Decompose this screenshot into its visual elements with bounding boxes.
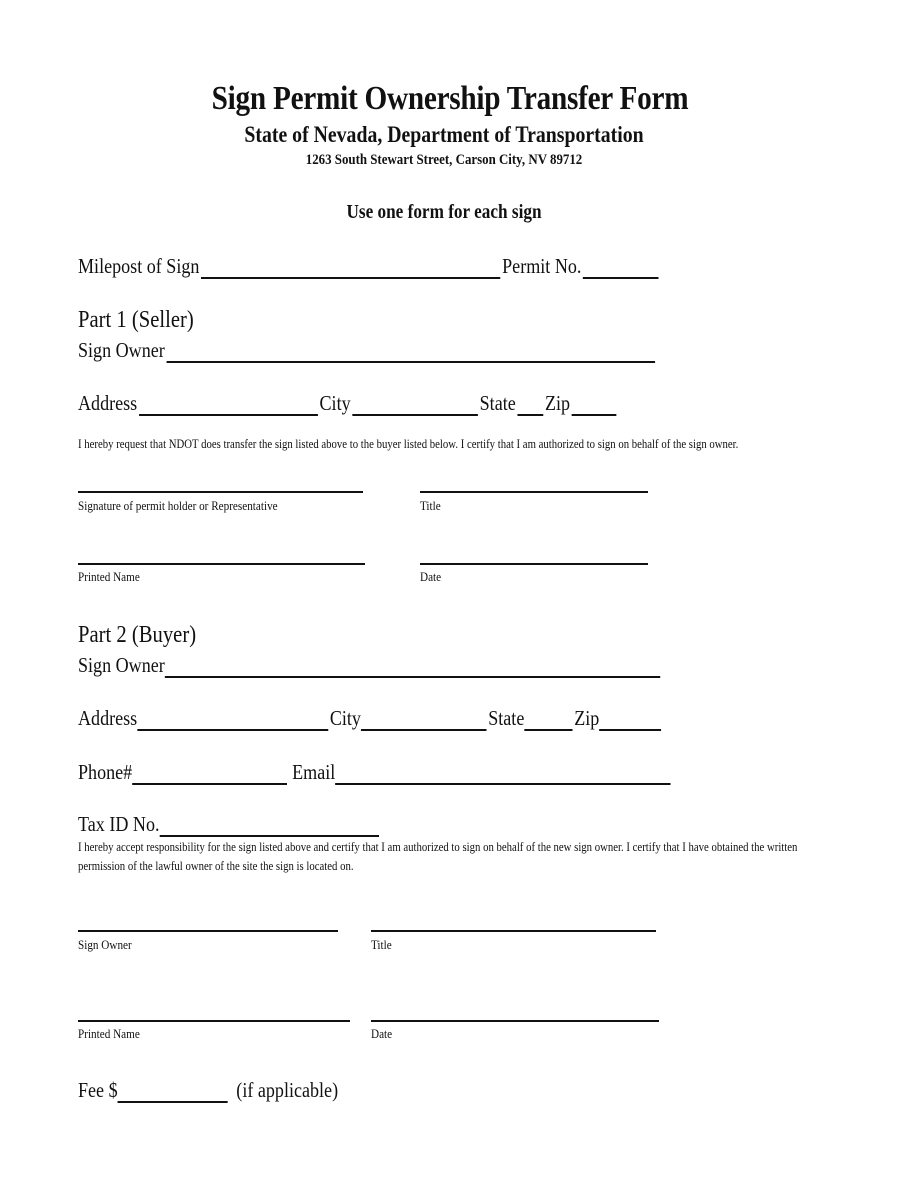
part1-certification: I hereby request that NDOT does transfer the sign listed above to the buyer listed below. I certify that I am authorized to sign on behalf of the sign owner. bbox=[78, 437, 739, 451]
part2-zip-input[interactable] bbox=[599, 711, 661, 731]
permit-label: Permit No. bbox=[502, 254, 582, 278]
part2-title-line[interactable] bbox=[371, 930, 656, 932]
part2-taxid-input[interactable] bbox=[159, 817, 378, 837]
part2-printed-name-line[interactable] bbox=[78, 1020, 350, 1022]
part2-email-label: Email bbox=[292, 760, 336, 784]
part2-printed-name-label: Printed Name bbox=[78, 1026, 140, 1041]
part1-city-label: City bbox=[319, 391, 351, 415]
part1-city-input[interactable] bbox=[352, 396, 478, 416]
part2-sign-owner-sig-label: Sign Owner bbox=[78, 937, 132, 952]
part1-title-label: Title bbox=[420, 498, 441, 513]
part1-state-label: State bbox=[479, 391, 516, 415]
instruction-text: Use one form for each sign bbox=[346, 201, 542, 223]
part2-phone-label: Phone# bbox=[78, 760, 133, 784]
part1-zip-input[interactable] bbox=[572, 396, 617, 416]
part1-printed-name-label: Printed Name bbox=[78, 569, 140, 584]
fee-note: (if applicable) bbox=[236, 1078, 339, 1102]
part1-date-line[interactable] bbox=[420, 563, 648, 565]
part2-date-line[interactable] bbox=[371, 1020, 659, 1022]
part2-sign-owner-label: Sign Owner bbox=[78, 653, 165, 677]
part2-certification-line1: I hereby accept responsibility for the sign listed above and certify that I am authorized to sign on behalf of the new sign owner. I certify that I have obtained the written bbox=[78, 840, 798, 854]
part2-zip-label: Zip bbox=[574, 706, 600, 730]
part2-taxid-label: Tax ID No. bbox=[78, 812, 160, 836]
part2-sign-owner-line[interactable] bbox=[78, 930, 338, 932]
part2-state-label: State bbox=[488, 706, 525, 730]
part1-address-row bbox=[78, 391, 618, 416]
part1-printed-name-line[interactable] bbox=[78, 563, 365, 565]
part2-sign-owner-input[interactable] bbox=[165, 658, 660, 678]
fee-label: Fee $ bbox=[78, 1078, 118, 1102]
form-title: Sign Permit Ownership Transfer Form bbox=[211, 80, 689, 117]
part2-taxid-row bbox=[78, 812, 381, 837]
part2-phone-input[interactable] bbox=[132, 765, 287, 785]
part2-heading: Part 2 (Buyer) bbox=[78, 622, 197, 648]
part2-city-label: City bbox=[329, 706, 361, 730]
milepost-label: Milepost of Sign bbox=[78, 254, 200, 278]
fee-input[interactable] bbox=[118, 1083, 228, 1103]
part2-title-label: Title bbox=[371, 937, 392, 952]
permit-input[interactable] bbox=[583, 259, 659, 279]
fee-row bbox=[78, 1078, 338, 1103]
part2-address-row bbox=[78, 706, 663, 731]
part2-state-input[interactable] bbox=[524, 711, 572, 731]
part2-address-input[interactable] bbox=[137, 711, 328, 731]
part1-signature-label: Signature of permit holder or Representative bbox=[78, 498, 278, 513]
part1-address-label: Address bbox=[78, 391, 138, 415]
part1-owner-row bbox=[78, 338, 657, 363]
part1-title-line[interactable] bbox=[420, 491, 648, 493]
part1-sign-owner-label: Sign Owner bbox=[78, 338, 165, 362]
part2-address-label: Address bbox=[78, 706, 138, 730]
part2-owner-row bbox=[78, 653, 662, 678]
milepost-row bbox=[78, 254, 661, 279]
part1-signature-line[interactable] bbox=[78, 491, 363, 493]
part1-date-label: Date bbox=[420, 569, 442, 584]
part1-zip-label: Zip bbox=[544, 391, 571, 415]
agency-address: 1263 South Stewart Street, Carson City, NV 89712 bbox=[305, 152, 583, 168]
part2-contact-row bbox=[78, 760, 672, 785]
part2-city-input[interactable] bbox=[361, 711, 487, 731]
part2-date-label: Date bbox=[371, 1026, 393, 1041]
part1-address-input[interactable] bbox=[139, 396, 318, 416]
milepost-input[interactable] bbox=[201, 259, 500, 279]
part2-email-input[interactable] bbox=[335, 765, 670, 785]
part1-state-input[interactable] bbox=[517, 396, 543, 416]
agency-name: State of Nevada, Department of Transportation bbox=[244, 122, 644, 147]
part1-sign-owner-input[interactable] bbox=[167, 343, 655, 363]
part2-certification-line2: permission of the lawful owner of the site the sign is located on. bbox=[78, 859, 354, 873]
part1-heading: Part 1 (Seller) bbox=[78, 307, 194, 333]
